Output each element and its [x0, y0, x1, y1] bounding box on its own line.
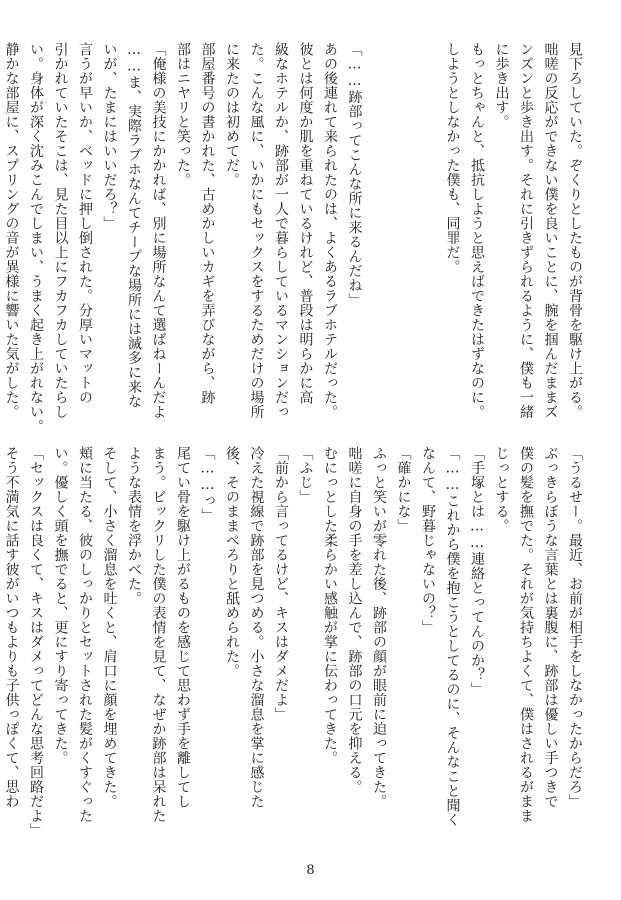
text-column-lower: 尾てい骨を駆け上がるものを感じて思わず手を離してし [175, 446, 191, 809]
text-column-lower: 「前から言ってるけど、キスはダメだよ」 [273, 446, 289, 722]
text-column-lower: 「……っ」 [199, 446, 216, 523]
text-column-upper [367, 42, 392, 422]
text-column-upper: た。こんな風に、いかにもセックスをするためだけの場所 [248, 42, 265, 419]
text-column-lower: じっとする。 [493, 446, 510, 533]
text-column-upper [391, 42, 416, 422]
text-column-lower: 「セックスは良くて、キスはダメってどんな思考回路だよ」 [28, 446, 44, 838]
text-column-upper: しようとしなかった僕も、同罪だ。 [444, 42, 461, 274]
text-column-lower: ふっと笑いが零れた後、跡部の顔が眼前に迫ってきた。 [371, 446, 387, 809]
text-column-lower: ぶっきらぼうな言葉とは裏腹に、跡部は優しい手つきで [542, 446, 559, 809]
text-column-upper: 「俺様の美技にかかれば、別に場所なんて選ばねーんだよ [150, 42, 167, 419]
text-column-upper: 静かな部屋に、スプリングの音が異様に響いた気がした。 [3, 42, 20, 419]
text-column-upper: 「……跡部ってこんな所に来るんだね」 [346, 42, 363, 307]
text-column-lower: 冷えた視線で跡部を見つめる。小さな溜息を掌に感じた [248, 446, 265, 809]
text-column-lower: そう不満気に話す彼がいつもよりも子供っぽくて、思わ [3, 446, 20, 809]
text-column-lower: 咄嗟に自身の手を差し込んで、跡部の口元を抑える。 [346, 446, 363, 794]
text-column-lower: ような表情を浮かべた。 [126, 446, 142, 606]
text-column-upper: に来たのは初めてだ。 [224, 42, 240, 187]
text-column-lower: そして、小さく溜息を吐くと、肩口に顔を埋めてきた。 [101, 446, 118, 809]
text-column-upper: 級なホテルか、跡部が一人で暮らしているマンションだっ [273, 42, 289, 419]
text-column-lower: い。優しく頭を撫でると、更にすり寄ってきた。 [52, 446, 69, 765]
text-column-upper: い。身体が深く沈みこんでしまい、うまく起き上がれない。 [28, 42, 44, 434]
text-column-upper: 引かれていたそこは、見た目以上にフカフカしていたらし [52, 42, 69, 419]
text-column-upper: いが、たまにはいいだろ？」 [101, 42, 118, 231]
text-column-lower: 「確かにな」 [395, 446, 412, 533]
text-column-lower: 「……これから僕を抱こうとしてるのに、そんなこと聞く [444, 446, 461, 827]
text-block-lower [3, 446, 587, 848]
text-column-upper: あの後連れて来られたのは、よくあるラブホテルだった。 [322, 42, 338, 419]
text-column-upper: もっとちゃんと、抵抗しようと思えばできたはずなのに。 [469, 42, 485, 419]
text-column-lower: むにっとした柔らかい感触が掌に伝わってきた。 [322, 446, 338, 765]
text-column-lower: 「うるせー。最近、お前が相手をしなかったからだろ」 [567, 446, 583, 809]
text-column-lower: 頬に当たる、彼のしっかりとセットされた髪がくすぐった [77, 446, 93, 823]
text-column-upper [416, 42, 441, 422]
text-column-lower: なんて、野暮じゃないの？」 [420, 446, 436, 635]
text-column-upper: 言うが早いか、ベッドに押し倒された。分厚いマットの [77, 42, 93, 405]
text-column-upper: 彼とは何度か肌を重ねているけれど、普段は明らかに高 [297, 42, 314, 405]
text-column-upper: 部屋番号の書かれた、古めかしいカギを弄びながら、跡 [199, 42, 216, 405]
text-column-upper: ……ま、実際ラブホなんてチープな場所には滅多に来な [126, 42, 142, 409]
text-column-lower: 僕の髪を撫でた。それが気持ちよくて、僕はされるがまま [518, 446, 534, 823]
text-column-upper: に歩き出す。 [493, 42, 510, 129]
text-column-upper: ンズンと歩き出す。それに引きずられるように、僕も一緒 [518, 42, 534, 419]
text-column-upper: 見下ろしていた。ぞくりとしたものが背骨を駆け上がる。 [567, 42, 583, 419]
page-number: 8 [306, 863, 315, 878]
text-column-lower: 「ふじ」 [297, 446, 314, 504]
text-column-upper: 咄嗟の反応ができない僕を良いことに、腕を掴んだままズ [542, 42, 559, 419]
text-column-lower: 「手塚とは……連絡とってんのか？」 [469, 446, 485, 697]
text-column-lower: まう。ビックリした僕の表情を見て、なぜか跡部は呆れた [150, 446, 167, 823]
text-block-upper [3, 42, 587, 434]
text-column-upper: 部はニヤリと笑った。 [175, 42, 191, 187]
text-column-lower: 後、そのままぺろりと舐められた。 [224, 446, 240, 678]
